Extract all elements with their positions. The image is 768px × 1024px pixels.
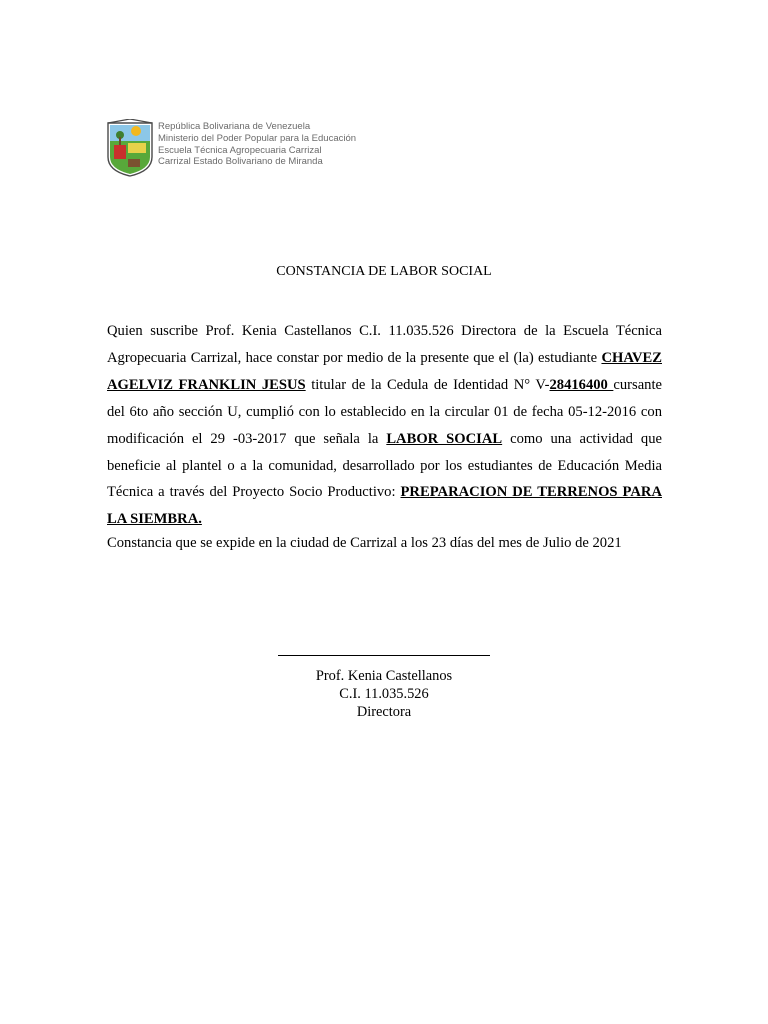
- signatory-id: C.I. 11.035.526: [339, 686, 429, 702]
- signatory-role: Directora: [356, 704, 412, 720]
- closing-statement: Constancia que se expide en la ciudad de Carrizal a los 23 días del mes de Julio de 2021: [107, 535, 622, 551]
- body-after-labor: como una actividad que beneficie al plantel o a la comunidad, desarrollado por los estudiantes de Educación Media Técnica a través del Proyecto Socio Productivo:: [107, 430, 662, 501]
- project-name: PREPARACION DE TERRENOS PARA LA SIEMBRA.: [107, 484, 662, 528]
- document-title: CONSTANCIA DE LABOR SOCIAL: [276, 264, 492, 279]
- labor-social-term: LABOR SOCIAL: [386, 430, 503, 447]
- id-prefix: titular de la Cedula de Identidad N° V-: [305, 376, 550, 393]
- header-line-republic: República Bolivariana de Venezuela: [158, 121, 311, 132]
- body-intro: Quien suscribe Prof. Kenia Castellanos C.I. 11.035.526 Directora de la Escuela Técnica Agropecuaria Carrizal, hace constar por medio de la presente que el (la) estudiante: [107, 323, 662, 366]
- header-line-ministry: Ministerio del Poder Popular para la Educación: [158, 132, 357, 144]
- signature-line: [278, 655, 490, 656]
- signatory-name: Prof. Kenia Castellanos: [315, 668, 453, 684]
- body-middle: cursante del 6to año sección U, cumplió con lo establecido en la circular 01 de fecha 05-12-2016 con modificación el 29 -03-2017 que señala la: [107, 376, 662, 447]
- header-line-location: Carrizal Estado Bolivariano de Miranda: [158, 156, 323, 168]
- student-name: CHAVEZ AGELVIZ FRANKLIN JESUS: [107, 349, 662, 393]
- signature-block: [0, 667, 768, 721]
- id-number: 28416400: [549, 376, 614, 393]
- document-body: [107, 318, 662, 533]
- header-line-school: Escuela Técnica Agropecuaria Carrizal: [158, 144, 322, 156]
- body-paragraph: [107, 318, 662, 533]
- school-shield-emblem-icon: [106, 119, 154, 177]
